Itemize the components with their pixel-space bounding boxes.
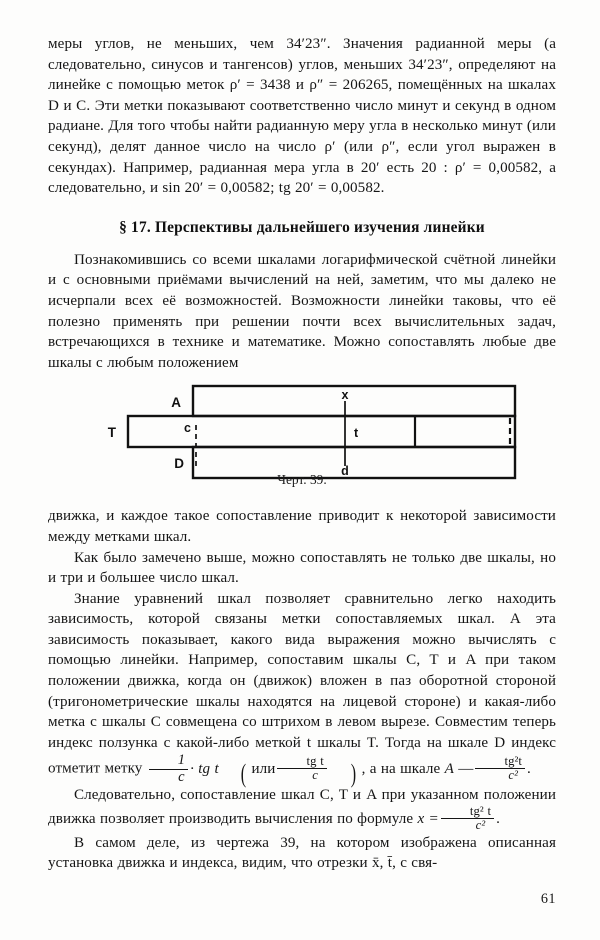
formula-2-lhs: x = bbox=[417, 811, 439, 828]
paragraph-7: В самом деле, из чертежа 39, на котором изображена описанная установка движка и индекса, видим, что отрезки x̄, t̄, c свя- bbox=[48, 834, 556, 872]
label-scale-t: T bbox=[107, 425, 116, 441]
scale-a-symbol: A bbox=[444, 760, 454, 777]
tg-t-term: · tg t bbox=[190, 760, 219, 777]
inline-formula-1 bbox=[147, 752, 531, 788]
fraction-numerator: tg² t bbox=[441, 805, 494, 819]
fraction-denominator: c² bbox=[508, 768, 519, 783]
fraction-numerator: tg t bbox=[277, 755, 326, 769]
paragraph-4: Как было замечено выше, можно сопоставлять не только две шкалы, но и три и большее число шкал. bbox=[48, 549, 556, 587]
fraction-denominator: c bbox=[312, 768, 319, 783]
after-paren-text: , а на шкале bbox=[361, 760, 441, 777]
label-mark-t: t bbox=[354, 426, 359, 441]
paren-open: ( bbox=[240, 758, 246, 788]
section-heading bbox=[48, 219, 556, 237]
fraction-tg2t-over-c2-b bbox=[441, 805, 494, 832]
fraction-tg2t-over-c2 bbox=[475, 755, 525, 782]
figure-caption: Черт. 39. bbox=[277, 472, 327, 488]
paren-close: ) bbox=[350, 758, 356, 788]
paragraph-3: движка, и каждое такое сопоставление приводит к некоторой зависимости между метками шкал. bbox=[48, 508, 556, 545]
paragraph-1: меры углов, не меньших, чем 34′23″. Значения радианной меры (а следовательно, синусов и тангенсов) углов, меньших 34′23″, определяют на линейке с помощью меток ρ′ = 3438 и ρ″ = 206265, помещённых на шкалах D и C. Эти метки показывают соответственно число минут и секунд в одном радиане. Для того чтобы найти радианную меру угла в несколько минут (или секунд), делят данное число на число ρ′ (или ρ″, если угол выражен в секундах). Например, радианная мера угла в 20′ есть 20 : ρ′ = 0,00582, а следовательно, и sin 20′ = 0,00582; tg 20′ = 0,00582. bbox=[48, 36, 556, 197]
paragraph-5-text: Знание уравнений шкал позволяет сравнительно легко находить зависимость, которой связаны метки сопоставляемых шкал. А эта зависимость показывает, какого вида выражения можно вычислять с помощью линейки. Например, сопоставим шкалы C, T и A при таком положении движка, когда он (движок) вложен в паз оборотной стороной (тригонометрические шкалы находятся на лицевой стороне) и какая-либо метка c шкалы C совмещена со штрихом в левом вырезе. Совместим теперь индекс ползунка с какой-либо меткой t шкалы T. Тогда на шкале D индекс отметит метку bbox=[48, 590, 556, 777]
period-mark: . bbox=[527, 760, 531, 777]
em-dash: — bbox=[458, 760, 474, 777]
label-mark-x: x bbox=[341, 388, 349, 403]
fraction-tgt-over-c bbox=[277, 755, 326, 782]
ili-text: или bbox=[251, 760, 276, 777]
label-scale-a: A bbox=[171, 395, 181, 411]
fraction-denominator: c bbox=[178, 768, 185, 785]
page-content bbox=[48, 34, 556, 874]
fraction-numerator: tg²t bbox=[475, 755, 525, 769]
section-heading-text: § 17. Перспективы дальнейшего изучения линейки bbox=[119, 218, 485, 236]
label-mark-c: c bbox=[184, 421, 191, 436]
paragraph-5 bbox=[48, 589, 556, 788]
fraction-one-over-c bbox=[149, 753, 188, 784]
page-number: 61 bbox=[540, 891, 556, 907]
paragraph-6 bbox=[48, 785, 556, 833]
slide-rule-diagram bbox=[48, 384, 556, 480]
fraction-numerator: 1 bbox=[149, 753, 188, 769]
bar-scale-a bbox=[193, 386, 515, 416]
fraction-denominator: c² bbox=[475, 818, 486, 833]
paragraph-2: Познакомившись со всеми шкалами логарифмической счётной линейки и с основными приёмами вычислений на ней, заметим, что мы далеко не исчерпали всех её возможностей. Возможности линейки таковы, что её полезно применять при решении почти всех вычислительных задач, встречающихся в технике и математике. Можно сопоставлять любые две шкалы с любым положением bbox=[48, 251, 556, 371]
inline-formula-2 bbox=[417, 804, 500, 833]
figure-39 bbox=[48, 384, 556, 506]
paragraph-6-text: Следовательно, сопоставление шкал C, T и A при указанном положении движка позволяет производить вычисления по формуле bbox=[48, 786, 556, 828]
label-scale-d: D bbox=[174, 456, 184, 472]
label-mark-d: d bbox=[341, 464, 349, 479]
period-mark: . bbox=[496, 811, 500, 828]
